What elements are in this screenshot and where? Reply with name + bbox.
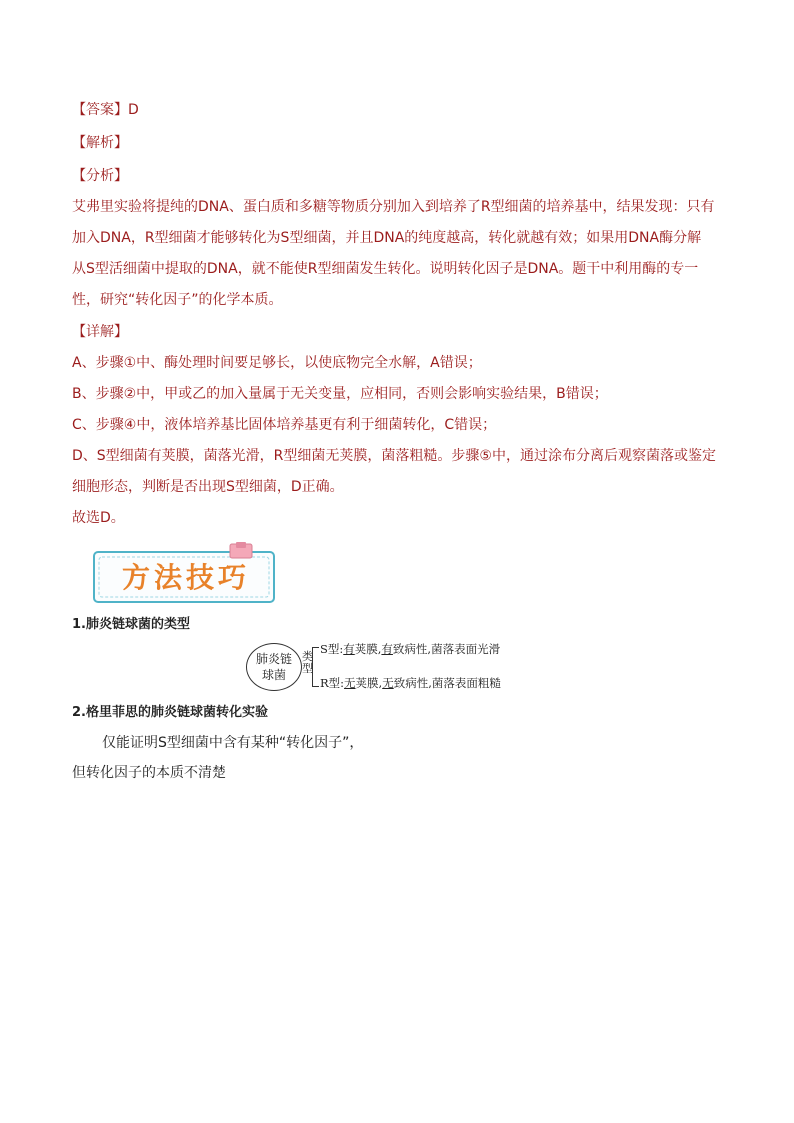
detail-line-d-cont: 细胞形态，判断是否出现S型细菌，D正确。	[72, 479, 344, 495]
s-type-underline-2: 有	[381, 642, 393, 656]
fenxi-label: 【分析】	[72, 168, 128, 184]
s-type-prefix: S型:	[320, 642, 344, 656]
detail-line-d: D、S型细菌有荚膜，菌落光滑，R型细菌无荚膜，菌落粗糙。步骤⑤中，通过涂布分离后观察菌落或鉴定	[72, 448, 716, 464]
pneumococcus-types-diagram	[246, 639, 556, 695]
type-label: 类型	[302, 650, 313, 675]
detail-line-b: B、步骤②中，甲或乙的加入量属于无关变量，应相同，否则会影响实验结果，B错误；	[72, 386, 608, 402]
answer-label: 【答案】	[72, 102, 128, 118]
brace-icon	[312, 647, 319, 687]
detail-conclusion: 故选D。	[72, 510, 125, 526]
r-type-rest: 致病性,菌落表面粗糙	[393, 676, 501, 690]
fenxi-line: 加入DNA，R型细菌才能够转化为S型细菌，并且DNA的纯度越高，转化就越有效；如果用DNA酶分解	[72, 230, 702, 246]
detail-label: 【详解】	[72, 324, 128, 340]
fenxi-line: 艾弗里实验将提纯的DNA、蛋白质和多糖等物质分别加入到培养了R型细菌的培养基中，结果发现：只有	[72, 199, 715, 215]
badge-title: 方法技巧	[121, 561, 250, 594]
r-type-mid: 荚膜,	[355, 676, 383, 690]
fenxi-line: 从S型活细菌中提取的DNA，就不能使R型细菌发生转化。说明转化因子是DNA。题干中利用酶的专一	[72, 261, 699, 277]
section1-title: 1.肺炎链球菌的类型	[72, 617, 190, 632]
analysis-label: 【解析】	[72, 135, 128, 151]
fenxi-line: 性，研究“转化因子”的化学本质。	[72, 292, 283, 308]
s-type-mid: 荚膜,	[354, 642, 382, 656]
section2-line-1: 仅能证明S型细菌中含有某种“转化因子”，	[102, 735, 364, 751]
section2-title: 2.格里菲思的肺炎链球菌转化实验	[72, 705, 268, 720]
detail-line-c: C、步骤④中，液体培养基比固体培养基更有利于细菌转化，C错误；	[72, 417, 497, 433]
r-type-underline-1: 无	[344, 676, 356, 690]
r-type-row	[320, 675, 501, 691]
s-type-row	[320, 641, 500, 657]
s-type-rest: 致病性,菌落表面光滑	[392, 642, 501, 656]
answer-value: D	[128, 102, 139, 118]
method-tips-badge	[90, 542, 280, 606]
r-type-underline-2: 无	[382, 676, 394, 690]
s-type-underline-1: 有	[343, 642, 355, 656]
oval-line-2: 球菌	[261, 668, 286, 682]
pneumococcus-oval	[246, 643, 302, 691]
section2-line-2: 但转化因子的本质不清楚	[72, 765, 226, 781]
detail-line-a: A、步骤①中、酶处理时间要足够长，以使底物完全水解，A错误；	[72, 355, 482, 371]
answer-line	[72, 100, 732, 120]
r-type-prefix: R型:	[320, 676, 345, 690]
oval-line-1: 肺炎链	[255, 652, 292, 666]
